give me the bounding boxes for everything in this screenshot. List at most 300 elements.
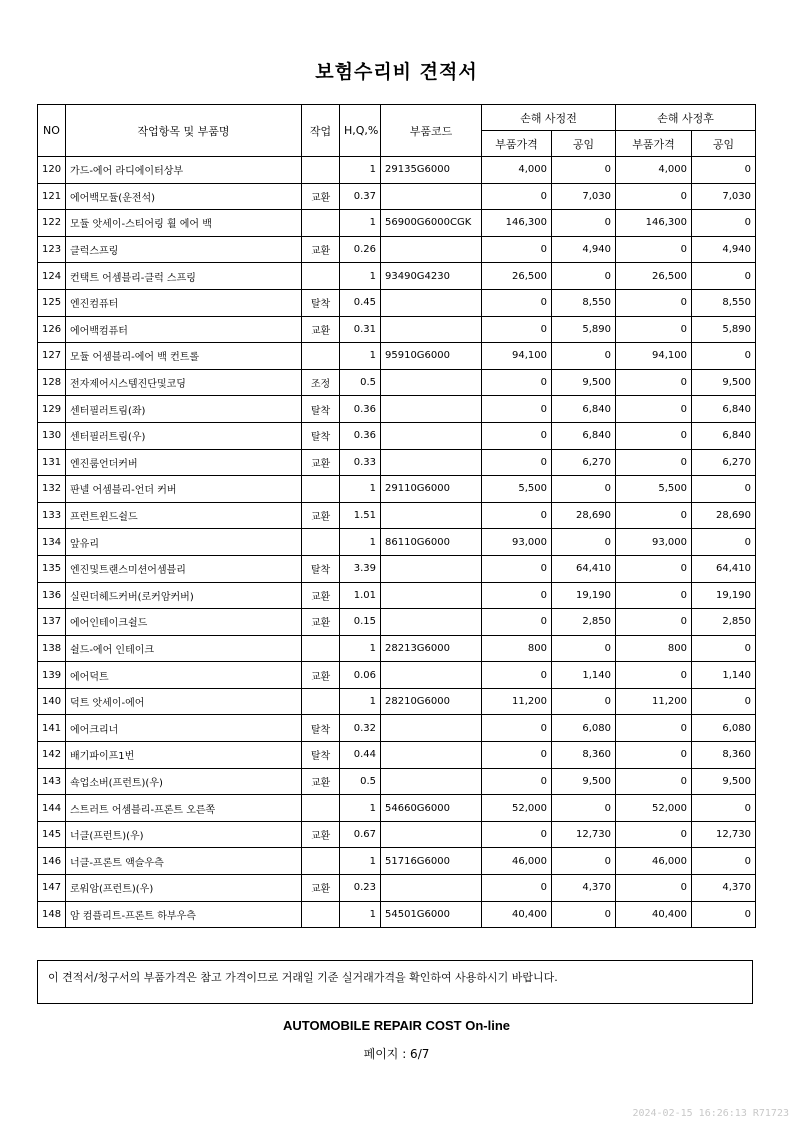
col-header-item: 작업항목 및 부품명 [66,105,302,157]
cell-work: 교환 [302,449,340,476]
cell-hq: 0.36 [340,396,381,423]
cell-before-labor: 0 [552,901,616,928]
cell-before-part-price: 4,000 [482,157,552,184]
cell-work: 교환 [302,582,340,609]
cell-before-part-price: 800 [482,635,552,662]
table-row [38,742,756,769]
cell-hq: 1 [340,529,381,556]
table-row [38,901,756,928]
cell-part-code [381,316,482,343]
cell-work: 조정 [302,369,340,396]
cell-item-name: 모듈 어셈블리-에어 백 컨트롤 [66,343,302,370]
cell-before-labor: 6,270 [552,449,616,476]
cell-after-labor: 0 [692,688,756,715]
cell-after-labor: 28,690 [692,502,756,529]
price-notice: 이 견적서/청구서의 부품가격은 참고 가격이므로 거래일 기준 실거래가격을 확인하여 사용하시기 바랍니다. [37,960,753,1004]
cell-work: 교환 [302,236,340,263]
col-header-work: 작업 [302,105,340,157]
table-row [38,848,756,875]
cell-no: 148 [38,901,66,928]
cell-item-name: 에어인테이크쉴드 [66,609,302,636]
cell-after-part-price: 11,200 [616,688,692,715]
cell-work: 탈착 [302,555,340,582]
cell-work [302,529,340,556]
cell-after-part-price: 94,100 [616,343,692,370]
cell-after-labor: 0 [692,529,756,556]
page-number: 페이지 : 6/7 [363,1047,430,1061]
cell-no: 135 [38,555,66,582]
cell-after-part-price: 0 [616,555,692,582]
cell-hq: 0.26 [340,236,381,263]
cell-after-labor: 0 [692,210,756,237]
cell-before-part-price: 0 [482,821,552,848]
cell-before-labor: 6,840 [552,422,616,449]
cell-no: 126 [38,316,66,343]
table-row [38,476,756,503]
cell-item-name: 쉴드-에어 인테이크 [66,635,302,662]
cell-before-part-price: 0 [482,236,552,263]
cell-item-name: 판넬 어셈블리-언더 커버 [66,476,302,503]
col-header-no: NO [38,105,66,157]
cell-after-labor: 0 [692,263,756,290]
cell-no: 139 [38,662,66,689]
cell-hq: 0.32 [340,715,381,742]
cell-before-labor: 4,940 [552,236,616,263]
cell-part-code: 93490G4230 [381,263,482,290]
cell-work: 교환 [302,662,340,689]
cell-part-code: 29110G6000 [381,476,482,503]
cell-after-labor: 9,500 [692,768,756,795]
cell-part-code: 28210G6000 [381,688,482,715]
cell-part-code: 54660G6000 [381,795,482,822]
cell-work: 교환 [302,502,340,529]
cell-after-labor: 1,140 [692,662,756,689]
cell-hq: 0.33 [340,449,381,476]
cell-no: 145 [38,821,66,848]
table-row [38,369,756,396]
cell-after-part-price: 0 [616,422,692,449]
cell-no: 125 [38,289,66,316]
cell-after-labor: 2,850 [692,609,756,636]
col-header-before-part-price: 부품가격 [482,131,552,157]
cell-item-name: 에어백모듈(운전석) [66,183,302,210]
cell-hq: 0.36 [340,422,381,449]
cell-item-name: 전자제어시스템진단및코딩 [66,369,302,396]
cell-part-code [381,768,482,795]
cell-work: 교환 [302,316,340,343]
cell-work [302,157,340,184]
cell-before-labor: 0 [552,848,616,875]
table-row [38,662,756,689]
cell-after-labor: 12,730 [692,821,756,848]
cell-after-part-price: 40,400 [616,901,692,928]
cell-hq: 0.31 [340,316,381,343]
cell-part-code: 51716G6000 [381,848,482,875]
cell-after-part-price: 0 [616,502,692,529]
cell-before-part-price: 0 [482,582,552,609]
cell-no: 144 [38,795,66,822]
cell-before-part-price: 11,200 [482,688,552,715]
cell-part-code [381,609,482,636]
col-header-before: 손해 사정전 [482,105,616,131]
cell-after-part-price: 4,000 [616,157,692,184]
cell-item-name: 스트러트 어셈블리-프론트 오른쪽 [66,795,302,822]
table-row [38,316,756,343]
cell-before-part-price: 0 [482,449,552,476]
cell-before-part-price: 93,000 [482,529,552,556]
cell-part-code [381,715,482,742]
table-row [38,263,756,290]
cell-before-part-price: 52,000 [482,795,552,822]
cell-after-part-price: 0 [616,449,692,476]
cell-work: 탈착 [302,742,340,769]
table-row [38,422,756,449]
cell-item-name: 센터필러트림(우) [66,422,302,449]
cell-hq: 0.5 [340,768,381,795]
cell-before-part-price: 26,500 [482,263,552,290]
cell-part-code: 54501G6000 [381,901,482,928]
cell-work [302,210,340,237]
cell-item-name: 로워암(프런트)(우) [66,875,302,902]
cell-after-part-price: 0 [616,875,692,902]
table-row [38,210,756,237]
cell-after-part-price: 0 [616,609,692,636]
table-row [38,768,756,795]
cell-after-labor: 0 [692,795,756,822]
cell-after-part-price: 0 [616,582,692,609]
cell-no: 146 [38,848,66,875]
cell-before-part-price: 0 [482,742,552,769]
cell-before-labor: 5,890 [552,316,616,343]
cell-hq: 1.51 [340,502,381,529]
cell-hq: 1 [340,848,381,875]
cell-no: 124 [38,263,66,290]
cell-no: 137 [38,609,66,636]
table-row [38,396,756,423]
footer-brand: AUTOMOBILE REPAIR COST On-line [282,1018,511,1033]
col-header-before-labor: 공임 [552,131,616,157]
cell-work [302,795,340,822]
cell-after-part-price: 146,300 [616,210,692,237]
cell-before-part-price: 0 [482,555,552,582]
cell-no: 138 [38,635,66,662]
cell-hq: 0.44 [340,742,381,769]
cell-item-name: 프런트윈드쉴드 [66,502,302,529]
cell-item-name: 쇽업소버(프런트)(우) [66,768,302,795]
cell-no: 127 [38,343,66,370]
cell-hq: 1 [340,157,381,184]
cell-after-part-price: 0 [616,715,692,742]
cell-hq: 0.5 [340,369,381,396]
cell-part-code [381,662,482,689]
cell-no: 120 [38,157,66,184]
cell-hq: 0.15 [340,609,381,636]
cell-part-code [381,555,482,582]
cell-before-labor: 0 [552,476,616,503]
cell-before-part-price: 0 [482,369,552,396]
cell-work: 교환 [302,768,340,795]
cell-after-labor: 5,890 [692,316,756,343]
cell-after-part-price: 5,500 [616,476,692,503]
cell-hq: 0.06 [340,662,381,689]
cell-before-labor: 0 [552,529,616,556]
cell-no: 141 [38,715,66,742]
cell-work [302,263,340,290]
cell-before-part-price: 0 [482,396,552,423]
cell-before-part-price: 5,500 [482,476,552,503]
cell-after-labor: 9,500 [692,369,756,396]
cell-no: 131 [38,449,66,476]
cell-work [302,848,340,875]
cell-item-name: 너클-프론트 액슬우측 [66,848,302,875]
col-header-code: 부품코드 [381,105,482,157]
cell-hq: 0.67 [340,821,381,848]
cell-after-labor: 6,270 [692,449,756,476]
cell-item-name: 덕트 앗세이-에어 [66,688,302,715]
cell-item-name: 컨택트 어셈블리-클럭 스프링 [66,263,302,290]
cell-after-part-price: 0 [616,821,692,848]
cell-after-labor: 6,840 [692,422,756,449]
cell-part-code: 86110G6000 [381,529,482,556]
cell-before-labor: 0 [552,210,616,237]
cell-after-part-price: 0 [616,183,692,210]
cell-no: 129 [38,396,66,423]
cell-before-labor: 7,030 [552,183,616,210]
cell-part-code [381,502,482,529]
cell-before-part-price: 0 [482,662,552,689]
cell-no: 128 [38,369,66,396]
cell-before-labor: 0 [552,343,616,370]
cell-no: 143 [38,768,66,795]
cell-item-name: 센터필러트림(좌) [66,396,302,423]
cell-part-code [381,289,482,316]
cell-work: 교환 [302,875,340,902]
cell-item-name: 클럭스프링 [66,236,302,263]
cell-work: 탈착 [302,289,340,316]
col-header-after-part-price: 부품가격 [616,131,692,157]
cell-before-part-price: 40,400 [482,901,552,928]
cell-work [302,688,340,715]
cell-hq: 1 [340,688,381,715]
cell-hq: 1 [340,635,381,662]
cell-part-code: 95910G6000 [381,343,482,370]
cell-part-code [381,236,482,263]
cell-item-name: 모듈 앗세이-스티어링 휠 에어 백 [66,210,302,237]
cell-before-labor: 9,500 [552,768,616,795]
cell-before-part-price: 0 [482,183,552,210]
cell-before-part-price: 0 [482,289,552,316]
table-row [38,795,756,822]
cell-part-code: 56900G6000CGK [381,210,482,237]
table-row [38,715,756,742]
table-row [38,502,756,529]
cell-item-name: 배기파이프1번 [66,742,302,769]
cell-no: 133 [38,502,66,529]
cell-before-labor: 28,690 [552,502,616,529]
table-row [38,688,756,715]
cell-after-labor: 0 [692,157,756,184]
cell-after-part-price: 0 [616,236,692,263]
cell-after-part-price: 0 [616,768,692,795]
table-row [38,555,756,582]
cell-work [302,476,340,503]
cell-before-labor: 0 [552,157,616,184]
cell-after-part-price: 800 [616,635,692,662]
cell-hq: 1.01 [340,582,381,609]
cell-no: 122 [38,210,66,237]
cell-no: 121 [38,183,66,210]
cell-item-name: 엔진컴퓨터 [66,289,302,316]
cell-work: 탈착 [302,422,340,449]
cell-after-labor: 0 [692,635,756,662]
cell-hq: 1 [340,795,381,822]
cell-item-name: 암 컴플리트-프론트 하부우측 [66,901,302,928]
cell-hq: 0.23 [340,875,381,902]
header-row-top [38,105,756,131]
print-timestamp: 2024-02-15 16:26:13 R71723 [632,1108,789,1119]
cell-part-code: 29135G6000 [381,157,482,184]
cell-no: 123 [38,236,66,263]
cell-after-labor: 0 [692,476,756,503]
cell-after-part-price: 26,500 [616,263,692,290]
cell-before-part-price: 0 [482,875,552,902]
cell-before-labor: 8,360 [552,742,616,769]
cell-after-labor: 0 [692,901,756,928]
cell-before-part-price: 94,100 [482,343,552,370]
cell-no: 142 [38,742,66,769]
cell-part-code [381,582,482,609]
cell-before-labor: 0 [552,688,616,715]
cell-work: 교환 [302,183,340,210]
table-row [38,635,756,662]
table-row [38,236,756,263]
cell-hq: 1 [340,263,381,290]
cell-before-labor: 0 [552,635,616,662]
document-title: 보험수리비 견적서 [315,61,478,83]
cell-item-name: 엔진룸언더커버 [66,449,302,476]
cell-work [302,343,340,370]
cell-no: 136 [38,582,66,609]
cell-before-part-price: 46,000 [482,848,552,875]
cell-after-labor: 0 [692,343,756,370]
table-row [38,529,756,556]
cell-before-labor: 4,370 [552,875,616,902]
cell-before-labor: 6,840 [552,396,616,423]
cell-item-name: 실린더헤드커버(로커암커버) [66,582,302,609]
cell-before-labor: 19,190 [552,582,616,609]
cell-before-part-price: 0 [482,422,552,449]
cell-before-part-price: 0 [482,502,552,529]
cell-after-labor: 8,550 [692,289,756,316]
cell-item-name: 앞유리 [66,529,302,556]
cell-before-labor: 0 [552,263,616,290]
cell-part-code [381,821,482,848]
table-row [38,183,756,210]
table-row [38,875,756,902]
cell-part-code [381,422,482,449]
table-row [38,609,756,636]
table-body [38,157,756,928]
cell-before-part-price: 0 [482,609,552,636]
cell-after-part-price: 93,000 [616,529,692,556]
cell-after-labor: 19,190 [692,582,756,609]
cell-after-part-price: 0 [616,289,692,316]
cell-work: 교환 [302,609,340,636]
cell-after-labor: 0 [692,848,756,875]
cell-after-part-price: 0 [616,316,692,343]
cell-part-code [381,875,482,902]
cell-before-labor: 2,850 [552,609,616,636]
table-row [38,582,756,609]
cell-after-labor: 64,410 [692,555,756,582]
cell-work: 교환 [302,821,340,848]
cell-after-labor: 8,360 [692,742,756,769]
cell-part-code [381,396,482,423]
cell-before-labor: 6,080 [552,715,616,742]
table-row [38,449,756,476]
col-header-hq: H,Q,% [340,105,381,157]
estimate-table [37,104,756,928]
cell-after-labor: 4,940 [692,236,756,263]
cell-before-part-price: 0 [482,715,552,742]
cell-before-labor: 0 [552,795,616,822]
cell-after-labor: 7,030 [692,183,756,210]
cell-no: 140 [38,688,66,715]
cell-item-name: 너클(프런트)(우) [66,821,302,848]
cell-part-code: 28213G6000 [381,635,482,662]
cell-before-part-price: 0 [482,316,552,343]
cell-no: 147 [38,875,66,902]
cell-before-part-price: 0 [482,768,552,795]
cell-after-part-price: 0 [616,369,692,396]
cell-before-part-price: 146,300 [482,210,552,237]
table-row [38,343,756,370]
cell-hq: 1 [340,901,381,928]
cell-hq: 1 [340,476,381,503]
col-header-after-labor: 공임 [692,131,756,157]
cell-hq: 0.45 [340,289,381,316]
cell-item-name: 엔진및트랜스미션어셈블리 [66,555,302,582]
cell-hq: 1 [340,343,381,370]
cell-after-part-price: 0 [616,396,692,423]
cell-after-labor: 6,840 [692,396,756,423]
cell-hq: 1 [340,210,381,237]
cell-no: 130 [38,422,66,449]
cell-item-name: 에어덕트 [66,662,302,689]
cell-before-labor: 9,500 [552,369,616,396]
cell-after-labor: 4,370 [692,875,756,902]
table-row [38,157,756,184]
cell-work [302,901,340,928]
cell-after-part-price: 46,000 [616,848,692,875]
cell-work [302,635,340,662]
table-row [38,821,756,848]
cell-before-labor: 8,550 [552,289,616,316]
cell-after-labor: 6,080 [692,715,756,742]
cell-after-part-price: 0 [616,662,692,689]
cell-item-name: 에어백컴퓨터 [66,316,302,343]
cell-after-part-price: 52,000 [616,795,692,822]
col-header-after: 손해 사정후 [616,105,756,131]
cell-part-code [381,183,482,210]
cell-after-part-price: 0 [616,742,692,769]
cell-before-labor: 12,730 [552,821,616,848]
cell-work: 탈착 [302,396,340,423]
cell-before-labor: 64,410 [552,555,616,582]
cell-work: 탈착 [302,715,340,742]
cell-hq: 3.39 [340,555,381,582]
cell-part-code [381,449,482,476]
